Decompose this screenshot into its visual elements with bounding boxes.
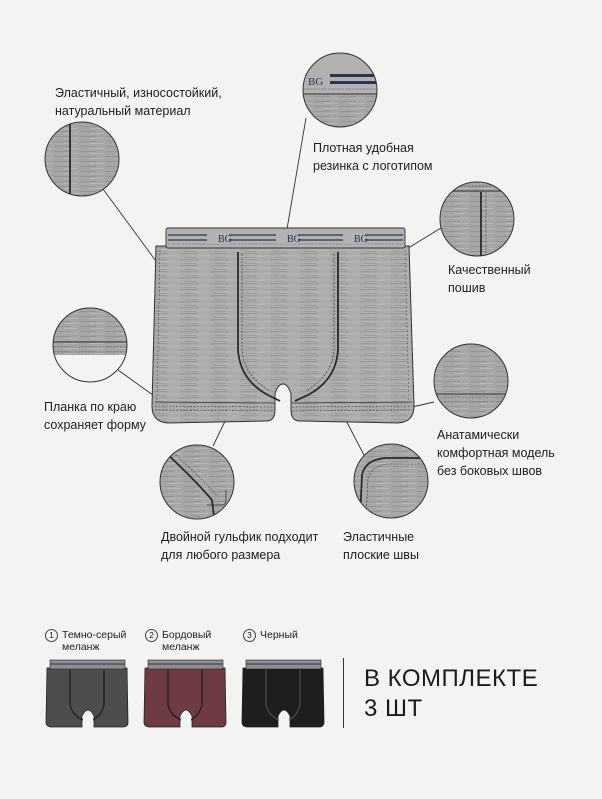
- color-label: Темно-серый меланж: [62, 629, 127, 653]
- color-number: 1: [45, 629, 58, 642]
- logo-text: BG: [308, 76, 324, 88]
- zoom-hem: [50, 305, 140, 385]
- zoom-stitching: [435, 180, 525, 260]
- feature-material: Эластичный, износостойкий, натуральный материал: [55, 86, 222, 118]
- zoom-flat-seams: [350, 440, 440, 524]
- feature-gusset: Двойной гульфик подходит для любого размера: [161, 530, 319, 562]
- zoom-waistband: [300, 50, 380, 130]
- color-option-3: [243, 629, 298, 642]
- feature-seamless: Анатамически комфортная модель без боковых швов: [437, 428, 555, 478]
- feature-hem: Планка по краю сохраняет форму: [44, 400, 146, 432]
- logo-text: BG: [218, 234, 232, 245]
- feature-flat-seams: Эластичные плоские швы: [343, 530, 419, 562]
- swatch-briefs-1: [46, 660, 128, 727]
- kit-quantity: В КОМПЛЕКТЕ 3 ШТ: [364, 665, 539, 722]
- color-option-2: [145, 629, 211, 653]
- zoom-seamless: [430, 340, 520, 422]
- color-number: 3: [243, 629, 256, 642]
- logo-text: BG: [287, 234, 301, 245]
- feature-stitching: Качественный пошив: [448, 263, 531, 295]
- swatch-briefs-3: [242, 660, 324, 727]
- zoom-material: [40, 120, 130, 200]
- color-label: Бордовый меланж: [162, 629, 212, 653]
- color-number: 2: [145, 629, 158, 642]
- main-briefs: [152, 228, 414, 423]
- divider: [343, 658, 344, 728]
- logo-text: BG: [354, 234, 368, 245]
- feature-waistband: Плотная удобная резинка с логотипом: [313, 141, 433, 173]
- color-label: Черный: [260, 629, 298, 641]
- zoom-gusset: [155, 440, 245, 525]
- color-option-1: [45, 629, 126, 653]
- swatch-briefs-2: [144, 660, 226, 727]
